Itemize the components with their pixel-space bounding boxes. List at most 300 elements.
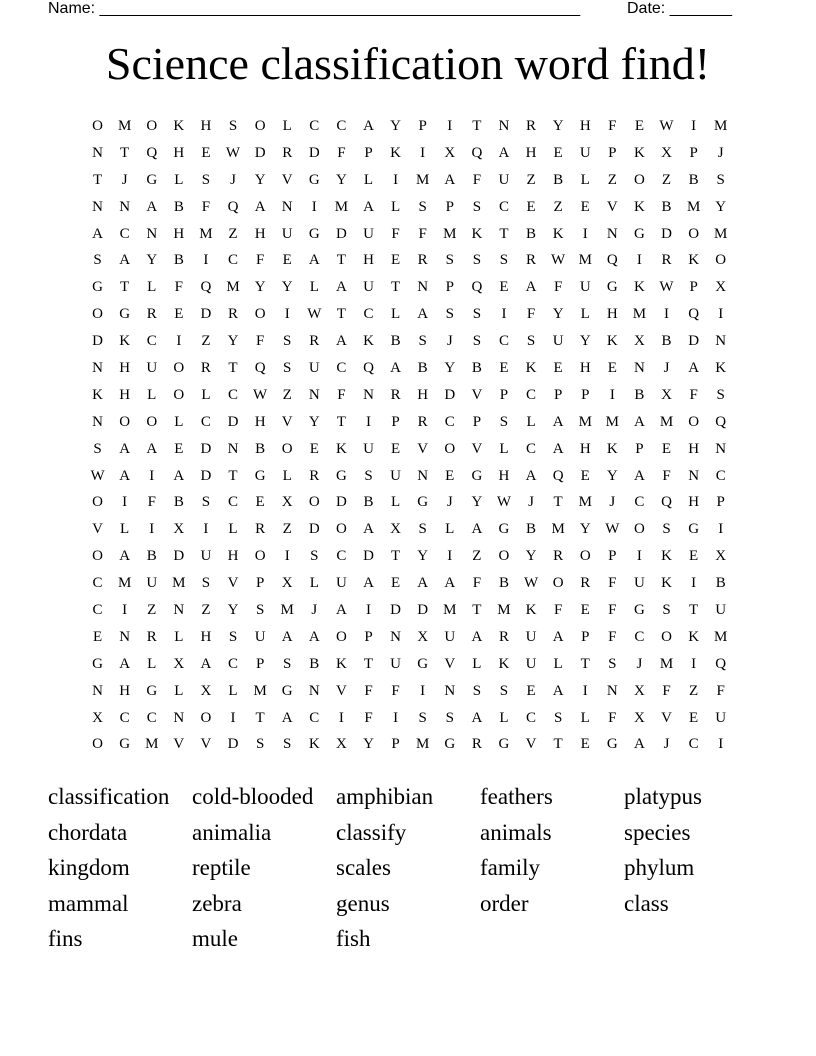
grid-letter[interactable]: S (445, 252, 454, 269)
grid-letter[interactable]: B (173, 494, 184, 511)
grid-letter[interactable]: A (471, 521, 483, 538)
grid-letter[interactable]: H (200, 117, 212, 134)
grid-letter[interactable]: D (661, 225, 672, 242)
grid-letter[interactable]: E (499, 359, 509, 376)
grid-letter[interactable]: L (120, 521, 130, 538)
grid-letter[interactable]: I (582, 225, 588, 242)
grid-letter[interactable]: U (552, 333, 564, 350)
grid-letter[interactable]: O (308, 494, 320, 511)
grid-letter[interactable]: N (281, 198, 293, 215)
grid-letter[interactable]: S (499, 682, 509, 699)
grid-letter[interactable]: S (201, 171, 211, 188)
grid-letter[interactable]: M (578, 413, 592, 430)
grid-letter[interactable]: F (147, 494, 156, 511)
grid-letter[interactable]: Y (363, 736, 374, 753)
grid-letter[interactable]: R (553, 548, 564, 565)
grid-letter[interactable]: O (254, 117, 266, 134)
grid-letter[interactable]: M (714, 225, 728, 242)
grid-letter[interactable]: F (472, 575, 482, 592)
grid-letter[interactable]: J (717, 144, 724, 161)
grid-letter[interactable]: R (526, 252, 537, 269)
grid-letter[interactable]: A (634, 413, 645, 430)
grid-letter[interactable]: A (308, 628, 320, 645)
grid-letter[interactable]: M (605, 413, 619, 430)
grid-letter[interactable]: I (149, 521, 155, 538)
grid-letter[interactable]: R (417, 252, 428, 269)
grid-letter[interactable]: E (553, 359, 563, 376)
grid-letter[interactable]: L (580, 171, 590, 188)
grid-letter[interactable]: F (662, 467, 671, 484)
grid-letter[interactable]: Y (390, 117, 401, 134)
grid-letter[interactable]: H (688, 440, 700, 457)
grid-letter[interactable]: D (200, 440, 212, 457)
grid-letter[interactable]: W (659, 117, 674, 134)
grid-letter[interactable]: E (580, 467, 590, 484)
grid-letter[interactable]: R (309, 467, 320, 484)
grid-letter[interactable]: C (526, 709, 537, 726)
grid-letter[interactable]: M (334, 198, 349, 215)
grid-letter[interactable]: M (714, 117, 728, 134)
grid-letter[interactable]: K (606, 440, 618, 457)
grid-letter[interactable]: I (447, 117, 453, 134)
grid-letter[interactable]: G (498, 736, 510, 753)
grid-letter[interactable]: C (228, 386, 239, 403)
grid-letter[interactable]: B (417, 359, 428, 376)
grid-letter[interactable]: C (92, 601, 103, 618)
grid-letter[interactable]: B (146, 548, 157, 565)
grid-letter[interactable]: K (661, 575, 672, 592)
grid-letter[interactable]: R (146, 628, 157, 645)
grid-letter[interactable]: S (445, 709, 454, 726)
grid-letter[interactable]: R (580, 575, 591, 592)
grid-letter[interactable]: G (471, 467, 483, 484)
grid-letter[interactable]: N (92, 198, 103, 215)
grid-letter[interactable]: Y (715, 198, 727, 215)
grid-letter[interactable]: A (552, 682, 564, 699)
grid-letter[interactable]: V (92, 521, 103, 538)
grid-letter[interactable]: H (173, 225, 185, 242)
grid-letter[interactable]: L (580, 709, 590, 726)
grid-letter[interactable]: G (281, 682, 293, 699)
grid-letter[interactable]: C (363, 306, 374, 323)
grid-letter[interactable]: Z (147, 601, 157, 618)
grid-letter[interactable]: M (659, 655, 674, 672)
grid-letter[interactable]: O (634, 171, 645, 188)
grid-letter[interactable]: C (200, 413, 211, 430)
grid-letter[interactable]: C (634, 628, 645, 645)
grid-letter[interactable]: T (336, 306, 346, 323)
grid-letter[interactable]: C (146, 709, 157, 726)
grid-letter[interactable]: G (498, 521, 510, 538)
grid-letter[interactable]: V (606, 198, 618, 215)
grid-letter[interactable]: I (420, 144, 426, 161)
grid-letter[interactable]: Z (553, 198, 563, 215)
grid-letter[interactable]: H (498, 467, 510, 484)
grid-letter[interactable]: F (337, 144, 346, 161)
grid-letter[interactable]: G (92, 655, 103, 672)
grid-letter[interactable]: X (200, 682, 212, 699)
grid-letter[interactable]: H (363, 252, 374, 269)
grid-letter[interactable]: F (174, 279, 183, 296)
grid-letter[interactable]: H (119, 386, 131, 403)
grid-letter[interactable]: Q (227, 198, 239, 215)
grid-letter[interactable]: Y (254, 279, 266, 296)
grid-letter[interactable]: D (308, 521, 320, 538)
grid-letter[interactable]: M (497, 601, 511, 618)
grid-letter[interactable]: I (691, 575, 697, 592)
grid-letter[interactable]: A (471, 709, 483, 726)
grid-letter[interactable]: X (634, 333, 645, 350)
grid-letter[interactable]: H (579, 440, 591, 457)
grid-letter[interactable]: L (526, 413, 536, 430)
grid-letter[interactable]: N (606, 225, 618, 242)
grid-letter[interactable]: A (525, 279, 537, 296)
grid-letter[interactable]: D (200, 306, 212, 323)
grid-letter[interactable]: Y (227, 601, 239, 618)
grid-letter[interactable]: Y (227, 333, 239, 350)
grid-letter[interactable]: A (634, 467, 645, 484)
grid-letter[interactable]: E (689, 548, 699, 565)
grid-letter[interactable]: L (390, 494, 401, 511)
grid-letter[interactable]: H (254, 225, 266, 242)
grid-letter[interactable]: A (281, 628, 293, 645)
grid-letter[interactable]: G (146, 171, 158, 188)
grid-letter[interactable]: U (498, 171, 510, 188)
grid-letter[interactable]: Q (363, 359, 374, 376)
grid-letter[interactable]: Z (228, 225, 238, 242)
grid-letter[interactable]: W (90, 467, 105, 484)
grid-letter[interactable]: L (499, 709, 509, 726)
grid-letter[interactable]: M (632, 306, 647, 323)
grid-letter[interactable]: H (606, 306, 618, 323)
grid-letter[interactable]: X (634, 682, 645, 699)
grid-letter[interactable]: I (176, 333, 182, 350)
grid-letter[interactable]: A (254, 198, 266, 215)
grid-letter[interactable]: E (661, 440, 672, 457)
grid-letter[interactable]: O (254, 306, 266, 323)
grid-letter[interactable]: T (499, 225, 509, 242)
grid-letter[interactable]: N (688, 467, 700, 484)
grid-letter[interactable]: L (499, 440, 509, 457)
grid-letter[interactable]: P (608, 548, 617, 565)
grid-letter[interactable]: T (553, 494, 563, 511)
grid-letter[interactable]: V (173, 736, 185, 753)
grid-letter[interactable]: X (417, 628, 429, 645)
grid-letter[interactable]: A (444, 575, 456, 592)
grid-letter[interactable]: E (634, 117, 644, 134)
grid-letter[interactable]: H (173, 144, 185, 161)
grid-letter[interactable]: K (606, 333, 618, 350)
grid-letter[interactable]: E (174, 306, 184, 323)
grid-letter[interactable]: I (365, 413, 371, 430)
grid-letter[interactable]: T (363, 655, 374, 672)
grid-letter[interactable]: N (606, 682, 618, 699)
grid-letter[interactable]: V (417, 440, 429, 457)
grid-letter[interactable]: P (418, 117, 427, 134)
grid-letter[interactable]: I (609, 386, 615, 403)
grid-letter[interactable]: J (230, 171, 236, 188)
grid-letter[interactable]: S (364, 467, 373, 484)
grid-letter[interactable]: Q (715, 413, 727, 430)
grid-letter[interactable]: P (635, 440, 644, 457)
grid-letter[interactable]: A (363, 575, 374, 592)
grid-letter[interactable]: O (92, 306, 103, 323)
grid-letter[interactable]: Z (282, 386, 292, 403)
grid-letter[interactable]: G (634, 601, 645, 618)
grid-letter[interactable]: T (553, 736, 563, 753)
grid-letter[interactable]: M (172, 575, 186, 592)
grid-letter[interactable]: O (688, 225, 700, 242)
grid-letter[interactable]: F (364, 709, 373, 726)
grid-letter[interactable]: C (526, 440, 537, 457)
grid-letter[interactable]: M (199, 225, 213, 242)
grid-letter[interactable]: I (636, 252, 642, 269)
grid-letter[interactable]: A (119, 548, 131, 565)
grid-letter[interactable]: D (92, 333, 103, 350)
grid-letter[interactable]: B (471, 359, 482, 376)
grid-letter[interactable]: M (578, 252, 592, 269)
grid-letter[interactable]: Q (688, 306, 700, 323)
grid-letter[interactable]: A (688, 359, 700, 376)
grid-letter[interactable]: L (282, 467, 292, 484)
grid-letter[interactable]: P (364, 628, 373, 645)
grid-letter[interactable]: Q (715, 655, 727, 672)
grid-letter[interactable]: I (718, 736, 724, 753)
grid-letter[interactable]: D (227, 736, 239, 753)
grid-letter[interactable]: Y (444, 359, 456, 376)
grid-letter[interactable]: O (661, 628, 672, 645)
grid-letter[interactable]: F (472, 171, 482, 188)
grid-letter[interactable]: Y (146, 252, 158, 269)
grid-letter[interactable]: Y (606, 467, 618, 484)
grid-letter[interactable]: S (526, 333, 536, 350)
grid-letter[interactable]: M (117, 575, 132, 592)
grid-letter[interactable]: R (200, 359, 211, 376)
grid-letter[interactable]: L (390, 198, 401, 215)
grid-letter[interactable]: S (499, 413, 509, 430)
grid-letter[interactable]: H (579, 117, 591, 134)
grid-letter[interactable]: L (580, 306, 590, 323)
grid-letter[interactable]: L (390, 306, 401, 323)
grid-letter[interactable]: E (580, 736, 590, 753)
grid-letter[interactable]: R (309, 333, 320, 350)
grid-letter[interactable]: S (255, 601, 265, 618)
grid-letter[interactable]: T (336, 252, 346, 269)
grid-letter[interactable]: Z (689, 682, 699, 699)
grid-letter[interactable]: D (444, 386, 456, 403)
grid-letter[interactable]: F (337, 386, 346, 403)
date-line[interactable]: Date: _______ (627, 0, 732, 17)
grid-letter[interactable]: K (335, 655, 347, 672)
grid-letter[interactable]: S (608, 655, 617, 672)
grid-letter[interactable]: Q (471, 144, 483, 161)
grid-letter[interactable]: K (661, 548, 672, 565)
grid-letter[interactable]: A (308, 252, 320, 269)
grid-letter[interactable]: Z (607, 171, 617, 188)
grid-letter[interactable]: N (92, 144, 103, 161)
grid-letter[interactable]: K (390, 144, 401, 161)
grid-letter[interactable]: D (335, 494, 347, 511)
grid-letter[interactable]: O (92, 736, 103, 753)
grid-letter[interactable]: A (335, 333, 347, 350)
name-line[interactable]: Name: ______________________________________________________ (48, 0, 581, 17)
grid-letter[interactable]: U (308, 359, 320, 376)
grid-letter[interactable]: C (228, 252, 239, 269)
grid-letter[interactable]: H (579, 359, 591, 376)
grid-letter[interactable]: N (308, 682, 320, 699)
grid-letter[interactable]: N (92, 682, 103, 699)
grid-letter[interactable]: S (228, 117, 238, 134)
grid-letter[interactable]: H (417, 386, 429, 403)
grid-letter[interactable]: Z (201, 601, 211, 618)
grid-letter[interactable]: S (472, 198, 482, 215)
grid-letter[interactable]: B (688, 171, 699, 188)
grid-letter[interactable]: K (471, 225, 483, 242)
grid-letter[interactable]: B (255, 440, 266, 457)
grid-letter[interactable]: N (417, 279, 429, 296)
grid-letter[interactable]: F (553, 601, 563, 618)
grid-letter[interactable]: A (281, 709, 293, 726)
grid-letter[interactable]: R (146, 306, 157, 323)
grid-letter[interactable]: R (661, 252, 672, 269)
grid-letter[interactable]: S (553, 709, 563, 726)
grid-letter[interactable]: I (501, 306, 507, 323)
grid-letter[interactable]: L (553, 655, 563, 672)
grid-letter[interactable]: P (364, 144, 373, 161)
grid-letter[interactable]: L (445, 521, 455, 538)
grid-letter[interactable]: C (336, 117, 347, 134)
grid-letter[interactable]: W (496, 494, 512, 511)
grid-letter[interactable]: N (444, 682, 456, 699)
grid-letter[interactable]: G (417, 655, 429, 672)
grid-letter[interactable]: J (446, 494, 453, 511)
grid-letter[interactable]: U (200, 548, 212, 565)
grid-letter[interactable]: L (174, 171, 184, 188)
grid-letter[interactable]: J (121, 171, 128, 188)
grid-letter[interactable]: U (146, 575, 158, 592)
grid-letter[interactable]: M (714, 628, 728, 645)
grid-letter[interactable]: W (225, 144, 241, 161)
grid-letter[interactable]: F (608, 117, 617, 134)
grid-letter[interactable]: T (255, 709, 265, 726)
grid-letter[interactable]: C (526, 386, 537, 403)
grid-letter[interactable]: Z (526, 171, 536, 188)
grid-letter[interactable]: L (201, 386, 211, 403)
grid-letter[interactable]: C (444, 413, 455, 430)
grid-letter[interactable]: Q (254, 359, 266, 376)
grid-letter[interactable]: S (472, 682, 482, 699)
grid-letter[interactable]: S (662, 601, 671, 618)
grid-letter[interactable]: O (200, 709, 212, 726)
grid-letter[interactable]: N (363, 386, 374, 403)
grid-letter[interactable]: X (173, 521, 185, 538)
grid-letter[interactable]: O (173, 386, 185, 403)
grid-letter[interactable]: W (659, 279, 674, 296)
grid-letter[interactable]: E (92, 628, 103, 645)
grid-letter[interactable]: C (228, 494, 239, 511)
grid-letter[interactable]: T (472, 601, 482, 618)
grid-letter[interactable]: K (173, 117, 185, 134)
grid-letter[interactable]: Y (552, 117, 564, 134)
grid-letter[interactable]: G (417, 494, 429, 511)
grid-letter[interactable]: M (686, 198, 701, 215)
grid-letter[interactable]: Q (200, 279, 212, 296)
grid-letter[interactable]: H (119, 359, 131, 376)
grid-letter[interactable]: C (688, 736, 699, 753)
grid-letter[interactable]: U (525, 628, 537, 645)
grid-letter[interactable]: T (92, 171, 103, 188)
grid-letter[interactable]: E (390, 252, 401, 269)
grid-letter[interactable]: I (636, 548, 642, 565)
grid-letter[interactable]: K (498, 655, 510, 672)
grid-letter[interactable]: U (390, 467, 401, 484)
grid-letter[interactable]: Y (281, 279, 293, 296)
grid-letter[interactable]: A (498, 144, 510, 161)
grid-letter[interactable]: W (253, 386, 268, 403)
grid-letter[interactable]: N (308, 386, 320, 403)
grid-letter[interactable]: B (498, 575, 509, 592)
grid-letter[interactable]: A (335, 279, 347, 296)
grid-letter[interactable]: P (581, 386, 590, 403)
grid-letter[interactable]: M (659, 413, 674, 430)
grid-letter[interactable]: B (661, 198, 672, 215)
grid-letter[interactable]: E (445, 467, 455, 484)
grid-letter[interactable]: S (93, 252, 102, 269)
grid-letter[interactable]: G (335, 467, 347, 484)
grid-letter[interactable]: N (715, 440, 727, 457)
grid-letter[interactable]: N (417, 467, 429, 484)
grid-letter[interactable]: Y (335, 171, 347, 188)
grid-letter[interactable]: S (93, 440, 102, 457)
grid-letter[interactable]: O (92, 548, 103, 565)
grid-letter[interactable]: E (499, 279, 509, 296)
grid-letter[interactable]: R (390, 386, 401, 403)
grid-letter[interactable]: O (119, 413, 131, 430)
grid-letter[interactable]: S (255, 736, 265, 753)
grid-letter[interactable]: N (146, 225, 158, 242)
grid-letter[interactable]: C (498, 333, 509, 350)
grid-letter[interactable]: Y (579, 521, 591, 538)
grid-letter[interactable]: A (173, 467, 185, 484)
grid-letter[interactable]: S (499, 252, 509, 269)
grid-letter[interactable]: H (254, 413, 266, 430)
grid-letter[interactable]: T (228, 359, 238, 376)
grid-letter[interactable]: K (119, 333, 131, 350)
grid-letter[interactable]: B (715, 575, 726, 592)
grid-letter[interactable]: X (281, 494, 293, 511)
grid-letter[interactable]: C (336, 548, 347, 565)
grid-letter[interactable]: K (715, 359, 727, 376)
grid-letter[interactable]: B (309, 655, 320, 672)
grid-letter[interactable]: Q (146, 144, 158, 161)
grid-letter[interactable]: B (363, 494, 374, 511)
grid-letter[interactable]: L (147, 386, 157, 403)
grid-letter[interactable]: D (200, 467, 212, 484)
grid-letter[interactable]: K (634, 279, 645, 296)
grid-letter[interactable]: G (308, 225, 320, 242)
grid-letter[interactable]: O (335, 521, 347, 538)
grid-letter[interactable]: G (92, 279, 103, 296)
grid-letter[interactable]: R (471, 736, 482, 753)
grid-letter[interactable]: D (308, 144, 320, 161)
grid-letter[interactable]: S (310, 548, 319, 565)
grid-letter[interactable]: P (689, 144, 698, 161)
grid-letter[interactable]: A (200, 655, 212, 672)
grid-letter[interactable]: S (201, 494, 211, 511)
grid-letter[interactable]: F (608, 709, 617, 726)
grid-letter[interactable]: R (255, 521, 266, 538)
grid-letter[interactable]: Y (417, 548, 429, 565)
